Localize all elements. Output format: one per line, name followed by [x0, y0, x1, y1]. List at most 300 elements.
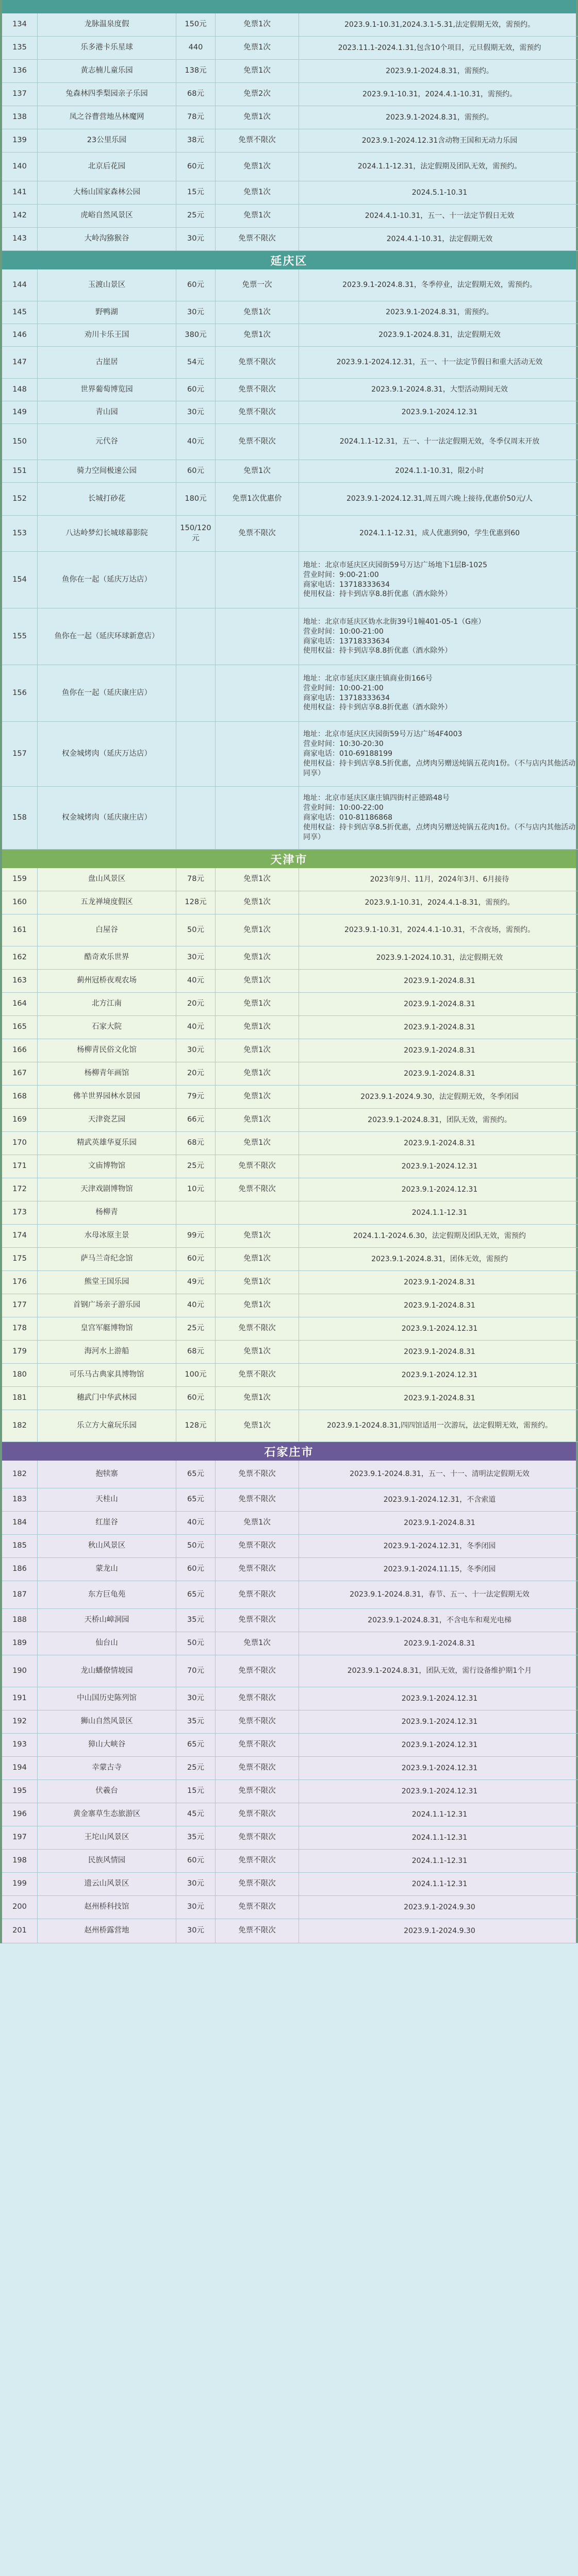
cell-times: 免票1次	[216, 324, 299, 347]
cell-name: 赵州桥科技馆	[38, 1896, 176, 1919]
cell-name: 蒙龙山	[38, 1558, 176, 1581]
cell-no: 154	[2, 552, 38, 608]
cell-no: 193	[2, 1734, 38, 1757]
cell-no: 146	[2, 324, 38, 347]
cell-note: 2023.9.1-2024.8.31	[299, 1039, 578, 1062]
cell-price: 60元	[176, 1850, 216, 1873]
cell-price: 30元	[176, 1039, 216, 1062]
cell-price: 30元	[176, 301, 216, 324]
cell-name: 秋山风景区	[38, 1535, 176, 1558]
cell-note: 2023.9.1-2024.8.31，冬季停业，法定假期无效，需预约。	[299, 269, 578, 301]
table-row	[0, 1294, 578, 1317]
table-row	[0, 324, 578, 347]
cell-price: 30元	[176, 228, 216, 251]
cell-note: 2023.9.1-2024.8.31	[299, 1632, 578, 1655]
cell-no: 198	[2, 1850, 38, 1873]
table-row	[0, 152, 578, 181]
cell-times: 免票不限次	[216, 401, 299, 424]
table-row	[0, 1155, 578, 1178]
cell-no: 194	[2, 1757, 38, 1780]
cell-note: 2024.1.1-12.31	[299, 1803, 578, 1826]
cell-note: 地址：北京市延庆区康庄镇商业街166号 营业时间：10:00-21:00 商家电话：13718333634 使用权益：持卡到店享8.8折优惠（酒水除外）	[299, 665, 578, 722]
cell-name: 仙台山	[38, 1632, 176, 1655]
cell-price: 100元	[176, 1364, 216, 1387]
cell-no: 150	[2, 424, 38, 460]
table-row	[0, 181, 578, 205]
section	[0, 1442, 578, 1943]
cell-price: 65元	[176, 1488, 216, 1512]
cell-price: 35元	[176, 1826, 216, 1850]
table-row	[0, 205, 578, 228]
cell-name: 萨马兰奇纪念馆	[38, 1248, 176, 1271]
cell-name: 獐山大峡谷	[38, 1734, 176, 1757]
cell-name: 天津戏剧博物馆	[38, 1178, 176, 1201]
cell-price: 25元	[176, 1155, 216, 1178]
cell-name: 中山国历史陈列馆	[38, 1687, 176, 1710]
cell-times: 免票一次	[216, 269, 299, 301]
cell-name: 北方江南	[38, 993, 176, 1016]
table-row	[0, 868, 578, 891]
cell-no: 182	[2, 1410, 38, 1442]
cell-name: 杨柳青民俗文化馆	[38, 1039, 176, 1062]
cell-note: 2024.1.1-12.31，五一、十一法定假期无效，冬季仅周末开放	[299, 424, 578, 460]
cell-price: 30元	[176, 1896, 216, 1919]
cell-note: 2024.1.1-10.31，限2小时	[299, 460, 578, 483]
cell-name: 赵州桥露营地	[38, 1919, 176, 1943]
cell-times: 免票1次	[216, 914, 299, 946]
cell-no: 175	[2, 1248, 38, 1271]
section-header: 石家庄市	[0, 1442, 578, 1461]
cell-price: 38元	[176, 129, 216, 152]
cell-times: 免票1次	[216, 1086, 299, 1109]
cell-name: 伏羲台	[38, 1780, 176, 1803]
cell-name: 乐多港卡乐星球	[38, 37, 176, 60]
table-row	[0, 1364, 578, 1387]
cell-note: 2023.9.1-2024.12.31	[299, 401, 578, 424]
cell-times: 免票1次	[216, 1225, 299, 1248]
cell-no: 156	[2, 665, 38, 722]
section	[0, 0, 578, 251]
table-row	[0, 1535, 578, 1558]
cell-no: 145	[2, 301, 38, 324]
cell-price: 68元	[176, 83, 216, 106]
table-row	[0, 552, 578, 608]
cell-no: 166	[2, 1039, 38, 1062]
table-row	[0, 665, 578, 722]
cell-price: 60元	[176, 1558, 216, 1581]
cell-price: 15元	[176, 1780, 216, 1803]
cell-note: 2023.9.1-2024.12.31，不含索道	[299, 1488, 578, 1512]
cell-price: 50元	[176, 1632, 216, 1655]
cell-times: 免票不限次	[216, 1803, 299, 1826]
table-row	[0, 483, 578, 516]
cell-name: 天桥山嶂洞园	[38, 1609, 176, 1632]
table-row	[0, 228, 578, 251]
cell-note: 2024.1.1-12.31	[299, 1850, 578, 1873]
table-row	[0, 1488, 578, 1512]
table-row	[0, 608, 578, 665]
cell-note: 2024.1.1-12.31	[299, 1201, 578, 1225]
table-row	[0, 1757, 578, 1780]
cell-no: 168	[2, 1086, 38, 1109]
cell-times: 免票不限次	[216, 1780, 299, 1803]
cell-price: 40元	[176, 970, 216, 993]
cell-price: 138元	[176, 60, 216, 83]
cell-times: 免票不限次	[216, 1461, 299, 1488]
cell-name: 黄志楠儿童乐园	[38, 60, 176, 83]
cell-no: 134	[2, 13, 38, 37]
cell-times	[216, 787, 299, 850]
table-row	[0, 914, 578, 946]
cell-no: 159	[2, 868, 38, 891]
cell-times: 免票1次	[216, 1294, 299, 1317]
table-row	[0, 1410, 578, 1442]
table-row	[0, 516, 578, 552]
cell-no: 147	[2, 347, 38, 379]
cell-price: 68元	[176, 1341, 216, 1364]
cell-no: 189	[2, 1632, 38, 1655]
cell-name: 骑力空间极速公园	[38, 460, 176, 483]
cell-name: 杨柳青年画馆	[38, 1062, 176, 1086]
cell-no: 191	[2, 1687, 38, 1710]
cell-note: 2024.1.1-12.31	[299, 1826, 578, 1850]
cell-price: 30元	[176, 1919, 216, 1943]
cell-price: 65元	[176, 1581, 216, 1609]
cell-name: 天津瓷艺园	[38, 1109, 176, 1132]
cell-times	[216, 1201, 299, 1225]
cell-price: 128元	[176, 891, 216, 914]
cell-no: 167	[2, 1062, 38, 1086]
cell-name: 海河水上游船	[38, 1341, 176, 1364]
cell-note: 2023.9.1-2024.8.31	[299, 970, 578, 993]
table-row	[0, 1225, 578, 1248]
cell-times: 免票不限次	[216, 1710, 299, 1734]
cell-name: 青山园	[38, 401, 176, 424]
cell-no: 197	[2, 1826, 38, 1850]
cell-no: 178	[2, 1317, 38, 1341]
cell-price: 50元	[176, 1535, 216, 1558]
cell-note: 2023.9.1-2024.12.31含动物王国和无动力乐园	[299, 129, 578, 152]
cell-price	[176, 665, 216, 722]
cell-times	[216, 552, 299, 608]
table-row	[0, 460, 578, 483]
cell-note: 2023.9.1-2024.8.31	[299, 1271, 578, 1294]
cell-times: 免票1次	[216, 152, 299, 181]
table-row	[0, 83, 578, 106]
table-row	[0, 379, 578, 401]
cell-name: 黄金寨草生态旅游区	[38, 1803, 176, 1826]
cell-note: 2023.9.1-2024.11.15，冬季闭园	[299, 1558, 578, 1581]
cell-times: 免票1次	[216, 1039, 299, 1062]
table-row	[0, 269, 578, 301]
table-row	[0, 1132, 578, 1155]
cell-note: 2023.9.1-2024.8.31，团队无效，需行设备维护期1个月	[299, 1655, 578, 1687]
cell-no: 153	[2, 516, 38, 552]
cell-no: 169	[2, 1109, 38, 1132]
cell-times: 免票1次	[216, 301, 299, 324]
cell-price: 40元	[176, 1294, 216, 1317]
cell-price: 70元	[176, 1655, 216, 1687]
table-row	[0, 1201, 578, 1225]
cell-price: 25元	[176, 205, 216, 228]
cell-times: 免票不限次	[216, 1850, 299, 1873]
cell-no: 176	[2, 1271, 38, 1294]
cell-price: 440	[176, 37, 216, 60]
cell-price	[176, 787, 216, 850]
cell-name: 古崖居	[38, 347, 176, 379]
cell-times: 免票不限次	[216, 1609, 299, 1632]
cell-note: 2023.9.1-2024.8.31,四四馆适用一次游玩，法定假期无效，需预约。	[299, 1410, 578, 1442]
cell-times: 免票1次	[216, 1632, 299, 1655]
cell-price: 40元	[176, 1016, 216, 1039]
table-row	[0, 1387, 578, 1410]
cell-name: 长城打砂花	[38, 483, 176, 516]
cell-no: 143	[2, 228, 38, 251]
cell-times: 免票不限次	[216, 1558, 299, 1581]
cell-name: 元代谷	[38, 424, 176, 460]
cell-note: 2024.4.1-10.31，法定假期无效	[299, 228, 578, 251]
cell-no: 136	[2, 60, 38, 83]
cell-price: 49元	[176, 1271, 216, 1294]
cell-times: 免票1次	[216, 205, 299, 228]
cell-times: 免票1次	[216, 1016, 299, 1039]
cell-note: 2023.9.1-10.31,2024.3.1-5.31,法定假期无效，需预约。	[299, 13, 578, 37]
cell-note: 2023.9.1-2024.10.31，法定假期无效	[299, 946, 578, 970]
cell-times: 免票1次	[216, 1341, 299, 1364]
table-row	[0, 1317, 578, 1341]
cell-name: 23公里乐园	[38, 129, 176, 152]
cell-name: 乐立方大童玩乐园	[38, 1410, 176, 1442]
table-row	[0, 1178, 578, 1201]
cell-times: 免票1次	[216, 37, 299, 60]
cell-no: 144	[2, 269, 38, 301]
cell-price: 40元	[176, 424, 216, 460]
cell-name: 权金城烤肉（延庆万达店）	[38, 722, 176, 787]
table-row	[0, 60, 578, 83]
cell-name: 红崖谷	[38, 1512, 176, 1535]
cell-no: 164	[2, 993, 38, 1016]
section	[0, 251, 578, 850]
table-row	[0, 37, 578, 60]
cell-price: 79元	[176, 1086, 216, 1109]
cell-times: 免票1次	[216, 946, 299, 970]
cell-times: 免票1次	[216, 1062, 299, 1086]
cell-no: 185	[2, 1535, 38, 1558]
cell-name: 东方巨龟苑	[38, 1581, 176, 1609]
cell-times: 免票1次	[216, 106, 299, 129]
cell-name: 文庙博物馆	[38, 1155, 176, 1178]
cell-note: 2023.9.1-2024.8.31，需预约。	[299, 106, 578, 129]
cell-note: 2023.9.1-2024.12.31,周五周六晚上接待,优惠价50元/人	[299, 483, 578, 516]
cell-no: 152	[2, 483, 38, 516]
cell-note: 2023.9.1-2024.8.31，法定假期无效	[299, 324, 578, 347]
cell-price: 25元	[176, 1757, 216, 1780]
cell-times	[216, 608, 299, 665]
cell-note: 2024.1.1-12.31	[299, 1873, 578, 1896]
table-row	[0, 1826, 578, 1850]
cell-price: 54元	[176, 347, 216, 379]
cell-note: 地址：北京市延庆区庆园街59号万达广场4F4003 营业时间：10:30-20:30 商家电话：010-69188199 使用权益：持卡到店享8.5折优惠，点烤肉另赠送炖锅五花肉1份。（不与店内其他活动同享）	[299, 722, 578, 787]
cell-name: 鱼你在一起（延庆康庄店）	[38, 665, 176, 722]
cell-name: 鱼你在一起（延庆环球新意店）	[38, 608, 176, 665]
table-row	[0, 1687, 578, 1710]
cell-price: 25元	[176, 1317, 216, 1341]
table-row	[0, 1558, 578, 1581]
cell-times: 免票不限次	[216, 1655, 299, 1687]
cell-note: 2023.9.1-2024.12.31	[299, 1317, 578, 1341]
cell-times: 免票1次	[216, 1410, 299, 1442]
cell-price: 128元	[176, 1410, 216, 1442]
cell-price: 30元	[176, 946, 216, 970]
cell-note: 2023.9.1-2024.8.31	[299, 1294, 578, 1317]
cell-name: 首钢广场亲子游乐园	[38, 1294, 176, 1317]
cell-price: 50元	[176, 914, 216, 946]
cell-no: 187	[2, 1581, 38, 1609]
table-row	[0, 1086, 578, 1109]
cell-price: 60元	[176, 1248, 216, 1271]
cell-name: 精武英雄华夏乐园	[38, 1132, 176, 1155]
cell-times	[216, 722, 299, 787]
cell-no: 181	[2, 1387, 38, 1410]
cell-no: 148	[2, 379, 38, 401]
cell-note: 地址：北京市延庆区庆园街59号万达广场地下1层B-1025 营业时间：9:00-21:00 商家电话：13718333634 使用权益：持卡到店享8.8折优惠（酒水除外）	[299, 552, 578, 608]
table-row	[0, 13, 578, 37]
cell-note: 2023.9.1-2024.8.31，团队无效，需预约。	[299, 1109, 578, 1132]
table-row	[0, 1581, 578, 1609]
table-row	[0, 1803, 578, 1826]
cell-no: 140	[2, 152, 38, 181]
cell-note: 2023.9.1-2024.8.31，春节、五一、十一法定假期无效	[299, 1581, 578, 1609]
cell-note: 2023.9.1-2024.8.31，五一、十一、清明法定假期无效	[299, 1461, 578, 1488]
cell-name: 遗云山风景区	[38, 1873, 176, 1896]
table-row	[0, 301, 578, 324]
cell-price: 20元	[176, 1062, 216, 1086]
cell-note: 2023.9.1-2024.8.31，需预约。	[299, 60, 578, 83]
cell-price	[176, 722, 216, 787]
cell-no: 180	[2, 1364, 38, 1387]
cell-name: 王坨山风景区	[38, 1826, 176, 1850]
cell-name: 虎峪自然风景区	[38, 205, 176, 228]
table-row	[0, 1710, 578, 1734]
cell-price: 30元	[176, 1873, 216, 1896]
cell-times: 免票1次	[216, 60, 299, 83]
cell-price: 60元	[176, 379, 216, 401]
cell-note: 2023.9.1-2024.12.31	[299, 1780, 578, 1803]
cell-times: 免票1次	[216, 993, 299, 1016]
table-row	[0, 424, 578, 460]
table-row	[0, 970, 578, 993]
table-row	[0, 1248, 578, 1271]
cell-name: 劝川卡乐王国	[38, 324, 176, 347]
table-row	[0, 787, 578, 850]
cell-no: 149	[2, 401, 38, 424]
cell-no: 182	[2, 1461, 38, 1488]
cell-times: 免票不限次	[216, 1873, 299, 1896]
cell-no: 200	[2, 1896, 38, 1919]
cell-note: 2023.9.1-10.31，2024.4.1-10.31，不含夜场，需预约。	[299, 914, 578, 946]
cell-price: 60元	[176, 460, 216, 483]
cell-times: 免票不限次	[216, 1178, 299, 1201]
cell-name: 熊堂王国乐园	[38, 1271, 176, 1294]
cell-price: 99元	[176, 1225, 216, 1248]
table-row	[0, 1780, 578, 1803]
cell-no: 170	[2, 1132, 38, 1155]
cell-price: 20元	[176, 993, 216, 1016]
cell-price: 15元	[176, 181, 216, 205]
table-row	[0, 722, 578, 787]
cell-times: 免票不限次	[216, 129, 299, 152]
cell-note: 2023.9.1-2024.9.30	[299, 1919, 578, 1943]
cell-no: 141	[2, 181, 38, 205]
cell-name: 野鸭湖	[38, 301, 176, 324]
table-row	[0, 1341, 578, 1364]
cell-name: 大岭沟猕猴谷	[38, 228, 176, 251]
cell-note: 2024.1.1-12.31，法定假期及团队无效，需预约。	[299, 152, 578, 181]
cell-note: 2024.1.1-12.31，成人优惠到90，学生优惠到60	[299, 516, 578, 552]
cell-times: 免票1次	[216, 460, 299, 483]
cell-no: 196	[2, 1803, 38, 1826]
cell-note: 2023.9.1-10.31，2024.4.1-10.31，需预约。	[299, 83, 578, 106]
cell-name: 佛羊世界园林水景园	[38, 1086, 176, 1109]
cell-note: 2023.9.1-2024.12.31，五一、十一法定节假日和重大活动无效	[299, 347, 578, 379]
cell-note: 2023.9.1-2024.8.31，不含电车和观光电梯	[299, 1609, 578, 1632]
cell-times	[216, 665, 299, 722]
cell-no: 165	[2, 1016, 38, 1039]
cell-price: 30元	[176, 1687, 216, 1710]
cell-times: 免票不限次	[216, 1896, 299, 1919]
cell-times: 免票1次	[216, 1271, 299, 1294]
cell-times: 免票1次	[216, 1248, 299, 1271]
cell-no: 151	[2, 460, 38, 483]
cell-note: 2024.4.1-10.31，五一、十一法定节假日无效	[299, 205, 578, 228]
table-row	[0, 1062, 578, 1086]
table-row	[0, 993, 578, 1016]
cell-no: 173	[2, 1201, 38, 1225]
cell-name: 八达岭梦幻长城球幕影院	[38, 516, 176, 552]
table-row	[0, 1271, 578, 1294]
cell-note: 2023.9.1-2024.8.31，需预约。	[299, 301, 578, 324]
cell-name: 兔森林四季梨园亲子乐园	[38, 83, 176, 106]
cell-no: 163	[2, 970, 38, 993]
cell-price	[176, 552, 216, 608]
cell-name: 抱犊寨	[38, 1461, 176, 1488]
cell-times: 免票不限次	[216, 1581, 299, 1609]
cell-no: 155	[2, 608, 38, 665]
cell-note: 2023.9.1-2024.8.31	[299, 1512, 578, 1535]
cell-name: 水母冰原主景	[38, 1225, 176, 1248]
cell-name: 蓟州冠桥夜观农场	[38, 970, 176, 993]
section-header: 延庆区	[0, 251, 578, 269]
cell-note: 2024.5.1-10.31	[299, 181, 578, 205]
cell-note: 2023.9.1-2024.8.31	[299, 1062, 578, 1086]
cell-no: 174	[2, 1225, 38, 1248]
cell-times: 免票不限次	[216, 1535, 299, 1558]
cell-no: 184	[2, 1512, 38, 1535]
cell-price: 10元	[176, 1178, 216, 1201]
table-row	[0, 1109, 578, 1132]
cell-note: 2023.9.1-2024.8.31	[299, 1132, 578, 1155]
cell-note: 2023.9.1-2024.12.31	[299, 1364, 578, 1387]
table-row	[0, 946, 578, 970]
cell-note: 2023.11.1-2024.1.31,包含10个项目，元旦假期无效，需预约	[299, 37, 578, 60]
cell-name: 鱼你在一起（延庆万达店）	[38, 552, 176, 608]
cell-no: 139	[2, 129, 38, 152]
cell-name: 穗武门中华武林园	[38, 1387, 176, 1410]
cell-no: 137	[2, 83, 38, 106]
cell-no: 192	[2, 1710, 38, 1734]
cell-no: 179	[2, 1341, 38, 1364]
table-row	[0, 1632, 578, 1655]
